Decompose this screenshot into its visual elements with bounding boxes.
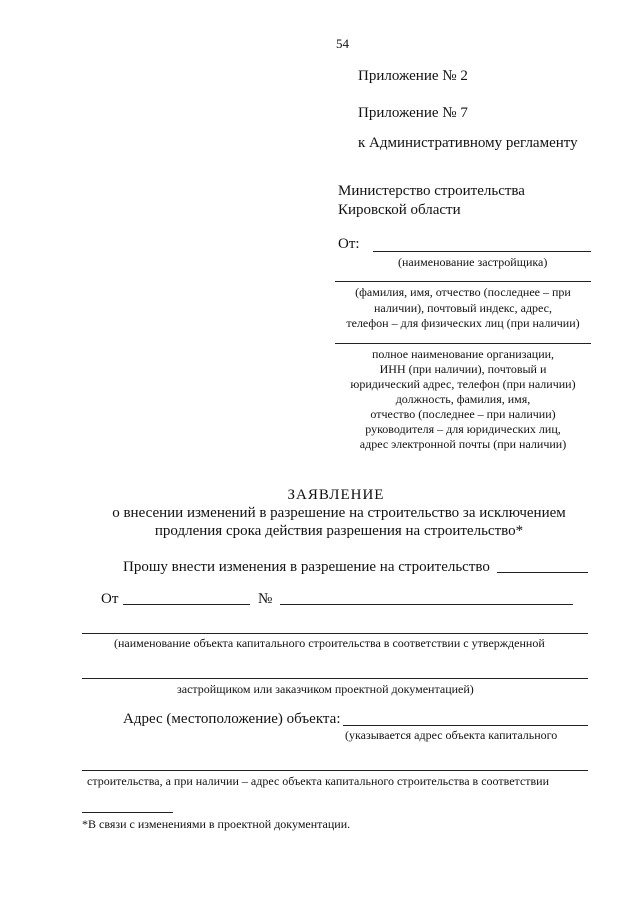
hint-address-1: (указывается адрес объекта капитального xyxy=(345,728,558,742)
hint-org-line: полное наименование организации, xyxy=(371,347,555,361)
subtitle-line: продления срока действия разрешения на строительство* xyxy=(154,523,524,539)
permit-field[interactable] xyxy=(497,572,588,573)
hint-person-line: наличии), почтовый индекс, адрес, xyxy=(373,301,553,315)
object-name-field[interactable] xyxy=(82,633,588,634)
subtitle-line: о внесении изменений в разрешение на строительство за исключением xyxy=(112,505,566,521)
appendix-line-2: Приложение № 7 xyxy=(358,105,468,121)
date-field[interactable] xyxy=(123,604,250,605)
from-label: От: xyxy=(338,236,360,252)
hint-org-line: должность, фамилия, имя, xyxy=(395,392,531,406)
ot-label: От xyxy=(101,591,119,607)
object-name-field-2[interactable] xyxy=(82,678,588,679)
hint-object-2: застройщиком или заказчиком проектной документацией) xyxy=(177,682,474,696)
hint-org-line: руководителя – для юридических лиц, xyxy=(365,422,561,436)
org-field-line[interactable] xyxy=(335,343,591,344)
hint-org-line: отчество (последнее – при наличии) xyxy=(370,407,556,421)
hint-person-line: телефон – для физических лиц (при наличии) xyxy=(346,316,580,330)
hint-person-line: (фамилия, имя, отчество (последнее – при xyxy=(355,285,571,299)
number-field[interactable] xyxy=(280,604,573,605)
footnote-divider xyxy=(82,812,173,813)
request-text: Прошу внести изменения в разрешение на строительство xyxy=(123,559,490,575)
hint-developer: (наименование застройщика) xyxy=(398,255,548,269)
hint-org-line: ИНН (при наличии), почтовый и xyxy=(379,362,547,376)
appendix-line-3: к Административному регламенту xyxy=(358,135,578,151)
hint-org-line: юридический адрес, телефон (при наличии) xyxy=(350,377,576,391)
address-field-2[interactable] xyxy=(82,770,588,771)
document-title: ЗАЯВЛЕНИЕ xyxy=(287,487,385,503)
footnote: *В связи с изменениями в проектной документации. xyxy=(82,817,351,831)
appendix-line-1: Приложение № 2 xyxy=(358,68,468,84)
address-field[interactable] xyxy=(343,725,588,726)
num-label: № xyxy=(258,591,273,607)
person-field-line[interactable] xyxy=(335,281,591,282)
addressee-line-1: Министерство строительства xyxy=(338,183,525,199)
addressee-line-2: Кировской области xyxy=(338,202,461,218)
from-developer-field[interactable] xyxy=(373,251,591,252)
hint-object-1: (наименование объекта капитального строительства в соответствии с утвержденной xyxy=(114,636,545,650)
address-label: Адрес (местоположение) объекта: xyxy=(123,711,341,727)
page-number: 54 xyxy=(336,36,349,51)
hint-org-line: адрес электронной почты (при наличии) xyxy=(359,437,567,451)
hint-address-2: строительства, а при наличии – адрес объекта капитального строительства в соответствии xyxy=(87,774,550,788)
